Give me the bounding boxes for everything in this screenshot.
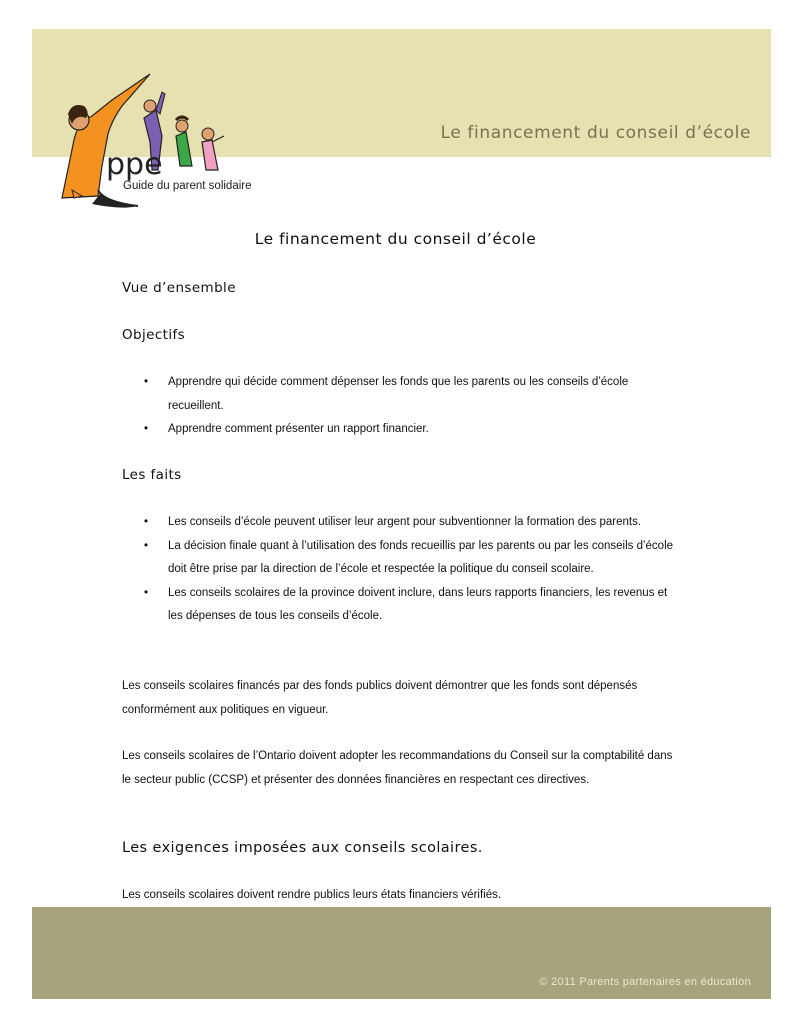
objectives-heading: Objectifs: [122, 327, 186, 343]
copyright-text: © 2011 Parents partenaires en éducation: [539, 976, 751, 988]
facts-list: [140, 511, 680, 629]
paragraph-ccsp: Les conseils scolaires de l’Ontario doivent adopter les recommandations du Conseil sur la comptabilité dans le secteur public (CCSP) et présenter des données financières en respectant ces directives.: [122, 750, 673, 786]
bullet-icon: •: [144, 586, 149, 599]
svg-text:ppe: ppe: [106, 147, 163, 182]
bullet-icon: •: [144, 516, 149, 528]
header-title: Le financement du conseil d’école: [440, 123, 751, 143]
bullet-icon: •: [144, 376, 149, 388]
overview-heading: Vue d’ensemble: [122, 280, 236, 296]
footer-band: [32, 907, 771, 999]
list-item: • La décision finale quant à l’utilisation des fonds recueillis par les parents ou par les conseils d’école doit être prise par la direction de l’école et respectée la politique du conseil scolaire.: [140, 535, 680, 582]
bullet-icon: •: [144, 539, 149, 552]
list-item: • Apprendre comment présenter un rapport financier.: [140, 418, 680, 442]
bullet-icon: •: [144, 423, 149, 435]
logo-tagline: Guide du parent solidaire: [123, 180, 252, 192]
paragraph-audited: Les conseils scolaires doivent rendre publics leurs états financiers vérifiés.: [122, 889, 502, 901]
objectives-list: [140, 371, 680, 442]
requirements-heading: Les exigences imposées aux conseils scolaires.: [122, 840, 483, 856]
list-item: • Les conseils d’école peuvent utiliser leur argent pour subventionner la formation des parents.: [140, 511, 680, 535]
facts-heading: Les faits: [122, 467, 182, 483]
list-item: • Apprendre qui décide comment dépenser les fonds que les parents ou les conseils d’école recueillent.: [140, 371, 680, 418]
paragraph-funds: Les conseils scolaires financés par des fonds publics doivent démontrer que les fonds sont dépensés conformément aux politiques en vigueur.: [122, 680, 638, 716]
document-title: Le financement du conseil d’école: [254, 230, 537, 248]
list-item: • Les conseils scolaires de la province doivent inclure, dans leurs rapports financiers, les revenus et les dépenses de tous les conseils d’école.: [140, 582, 680, 629]
